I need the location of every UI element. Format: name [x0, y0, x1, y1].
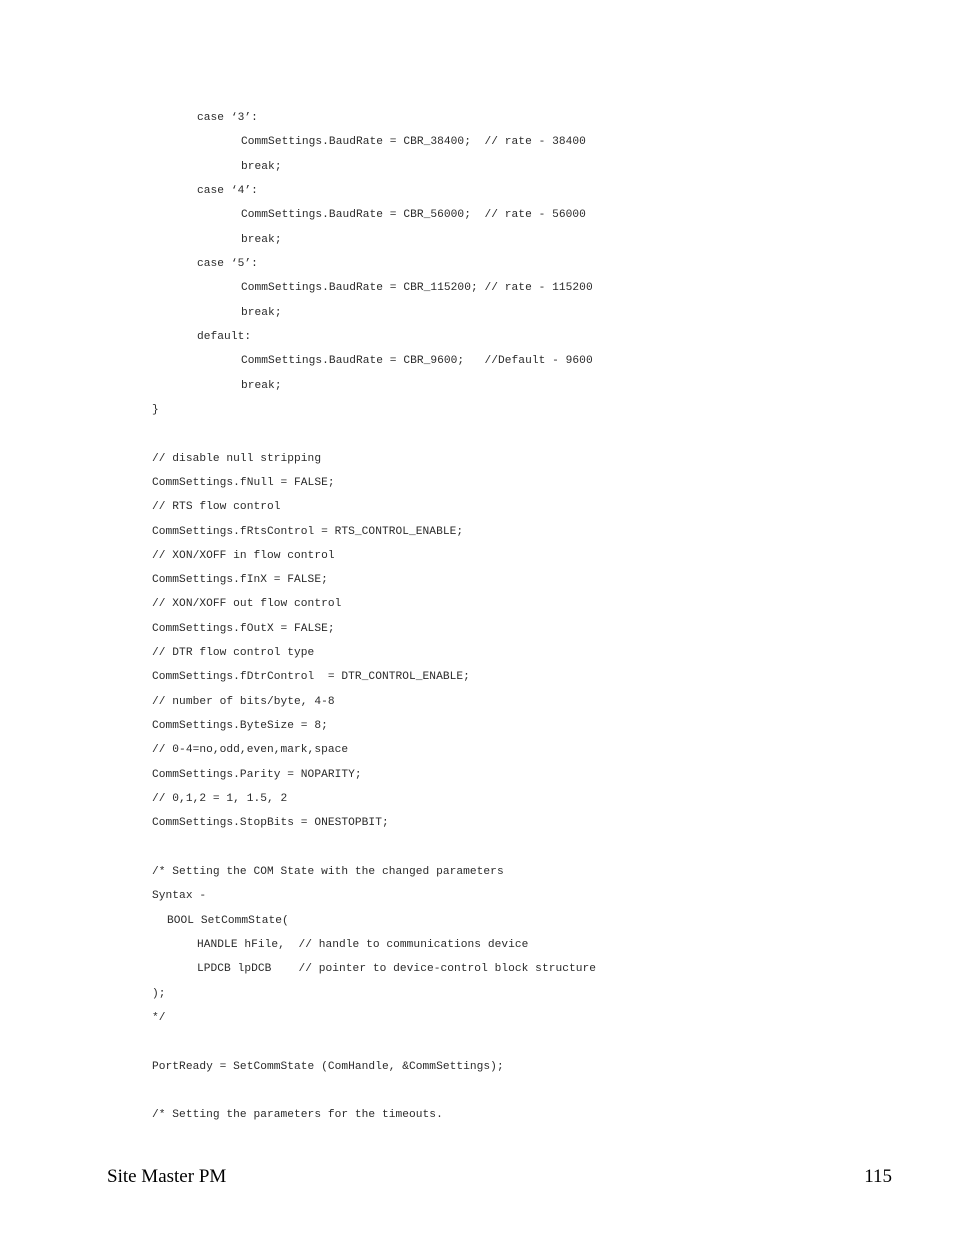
code-line: */: [152, 1012, 166, 1024]
code-line: break;: [241, 161, 282, 173]
code-line: // DTR flow control type: [152, 647, 315, 659]
code-line: // 0,1,2 = 1, 1.5, 2: [152, 793, 288, 805]
code-line: CommSettings.Parity = NOPARITY;: [152, 769, 362, 781]
code-line: CommSettings.fDtrControl = DTR_CONTROL_ENABLE;: [152, 671, 470, 683]
code-line: /* Setting the COM State with the changed parameters: [152, 866, 504, 878]
code-line: );: [152, 988, 166, 1000]
code-line: CommSettings.BaudRate = CBR_38400; // rate - 38400: [241, 136, 586, 148]
code-line: CommSettings.fRtsControl = RTS_CONTROL_ENABLE;: [152, 526, 464, 538]
code-line: CommSettings.fNull = FALSE;: [152, 477, 335, 489]
code-line: HANDLE hFile, // handle to communications device: [197, 939, 529, 951]
code-line: // disable null stripping: [152, 453, 322, 465]
code-line: default:: [197, 331, 252, 343]
code-line: break;: [241, 307, 282, 319]
code-line: PortReady = SetCommState (ComHandle, &CommSettings);: [152, 1061, 504, 1073]
code-line: // XON/XOFF out flow control: [152, 598, 342, 610]
code-line: // number of bits/byte, 4-8: [152, 696, 335, 708]
code-line: CommSettings.BaudRate = CBR_56000; // rate - 56000: [241, 209, 586, 221]
code-line: CommSettings.ByteSize = 8;: [152, 720, 328, 732]
code-line: CommSettings.BaudRate = CBR_115200; // rate - 115200: [241, 282, 593, 294]
code-line: case ‘3’:: [197, 112, 258, 124]
code-line: /* Setting the parameters for the timeouts.: [152, 1109, 443, 1121]
footer-title: Site Master PM: [107, 1166, 227, 1187]
code-line: CommSettings.StopBits = ONESTOPBIT;: [152, 817, 389, 829]
code-line: LPDCB lpDCB // pointer to device-control block structure: [197, 963, 597, 975]
code-line: // RTS flow control: [152, 501, 281, 513]
code-line: break;: [241, 234, 282, 246]
code-line: Syntax -: [152, 890, 207, 902]
code-line: CommSettings.BaudRate = CBR_9600; //Default - 9600: [241, 355, 593, 367]
code-line: BOOL SetCommState(: [167, 915, 289, 927]
code-line: CommSettings.fInX = FALSE;: [152, 574, 328, 586]
code-line: case ‘5’:: [197, 258, 258, 270]
code-line: CommSettings.fOutX = FALSE;: [152, 623, 335, 635]
code-line: break;: [241, 380, 282, 392]
page-number: 115: [864, 1166, 892, 1187]
code-line: // 0-4=no,odd,even,mark,space: [152, 744, 349, 756]
code-line: // XON/XOFF in flow control: [152, 550, 335, 562]
code-line: case ‘4’:: [197, 185, 258, 197]
code-line: }: [152, 404, 159, 416]
